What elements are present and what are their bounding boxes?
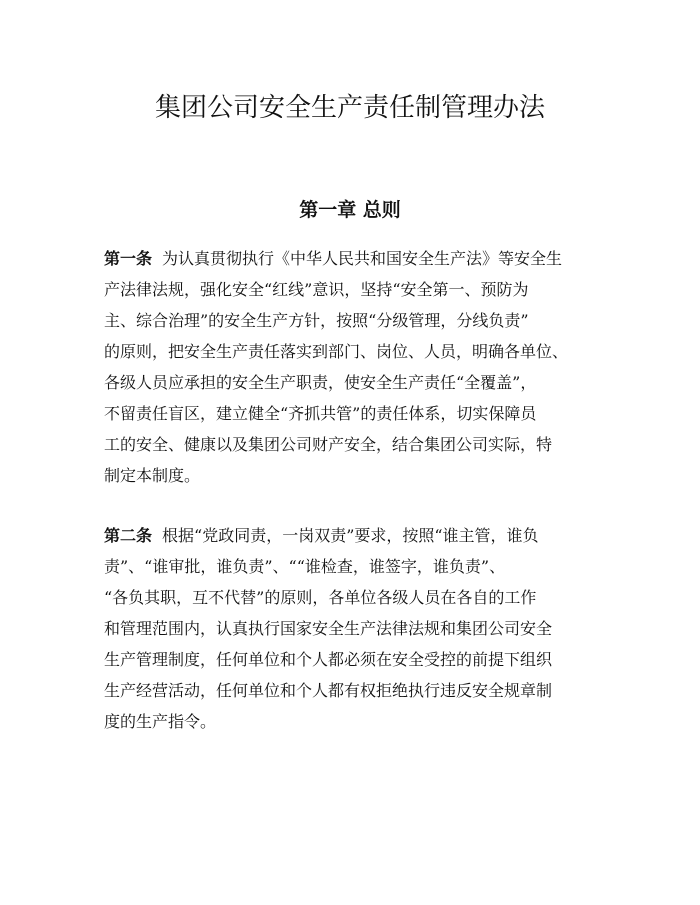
article-text: 为认真贯彻执行《中华人民共和国安全生产法》等安全生 [162, 249, 563, 268]
article-line: 生产管理制度，任何单位和个人都必须在安全受控的前提下组织 [104, 650, 553, 669]
article-line: 产法律法规，强化安全“红线”意识，坚持“安全第一、预防为 [104, 280, 529, 299]
article-line: 的原则，把安全生产责任落实到部门、岗位、人员，明确各单位、 [104, 342, 569, 361]
article-2 [104, 520, 624, 737]
document-title: 集团公司安全生产责任制管理办法 [154, 93, 545, 123]
article-line: 工的安全、健康以及集团公司财产安全，结合集团公司实际，特 [104, 435, 553, 454]
article-line: “各负其职，互不代替”的原则，各单位各级人员在各自的工作 [104, 588, 537, 607]
article-number: 第一条 [104, 249, 153, 268]
article-1 [104, 243, 624, 491]
article-line: 不留责任盲区，建立健全“齐抓共管”的责任体系，切实保障员 [104, 404, 537, 423]
article-line: 责”、“谁审批，谁负责”、““谁检查，谁签字，谁负责”、 [104, 557, 506, 576]
article-line: 生产经营活动，任何单位和个人都有权拒绝执行违反安全规章制 [104, 681, 553, 700]
article-line: 度的生产指令。 [104, 712, 217, 731]
chapter-title: 第一章 总则 [299, 199, 401, 221]
article-line: 主、综合治理”的安全生产方针，按照“分级管理，分线负责” [104, 311, 529, 330]
article-line [104, 243, 624, 274]
article-line: 和管理范围内，认真执行国家安全生产法律法规和集团公司安全 [104, 619, 553, 638]
article-line: 各级人员应承担的安全生产职责，使安全生产责任“全覆盖”， [104, 373, 537, 392]
article-line: 制定本制度。 [104, 466, 201, 485]
article-number: 第二条 [104, 526, 153, 545]
article-line [104, 520, 624, 551]
article-text: 根据“党政同责，一岗双责”要求，按照“谁主管，谁负 [162, 526, 539, 545]
